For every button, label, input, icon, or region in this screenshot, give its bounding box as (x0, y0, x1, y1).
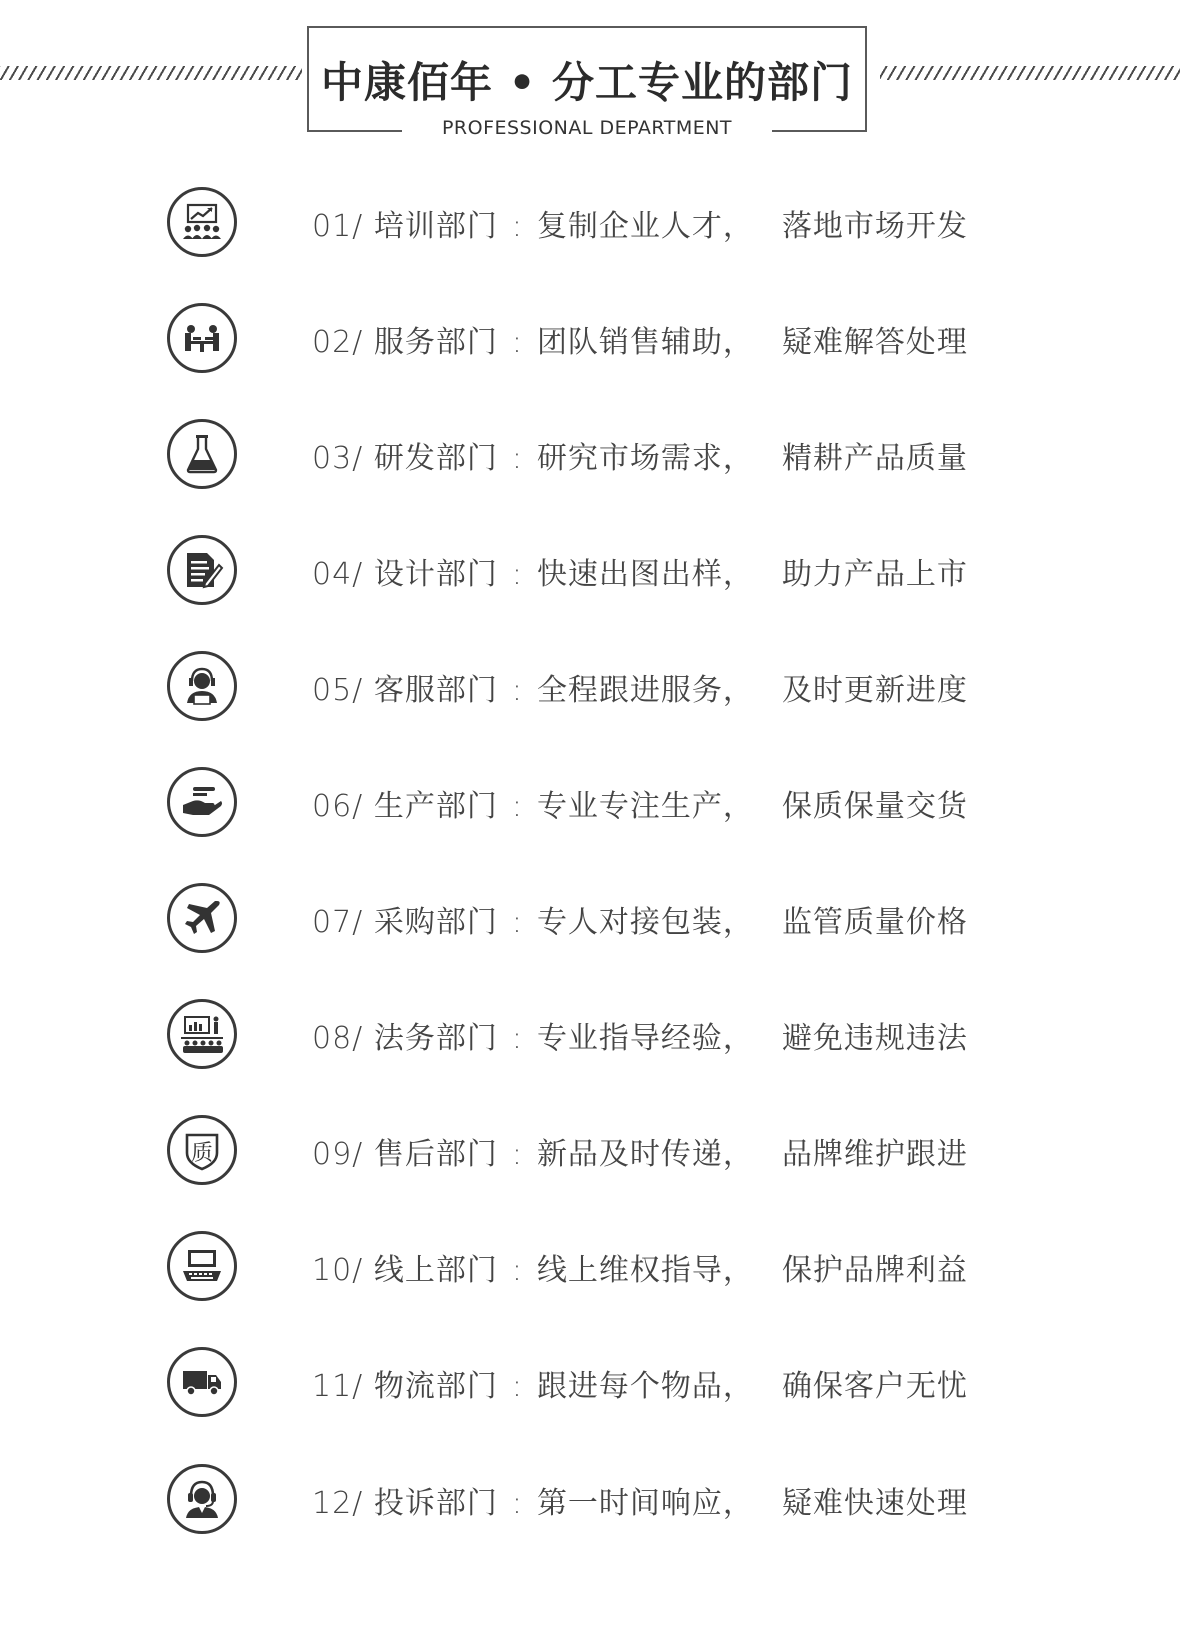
department-text: 11/ 物流部门 : 跟进每个物品， 确保客户无忧 (312, 1369, 968, 1404)
department-row-03 (0, 419, 1195, 509)
decorative-hatch-right (880, 66, 1180, 80)
decorative-hatch-left (0, 66, 302, 80)
department-row-11 (0, 1347, 1195, 1437)
department-row-12 (0, 1464, 1195, 1554)
department-row-02 (0, 303, 1195, 393)
document-pen-icon (167, 535, 237, 605)
airplane-icon (167, 883, 237, 953)
department-row-01 (0, 187, 1195, 277)
department-text: 02/ 服务部门 : 团队销售辅助， 疑难解答处理 (312, 325, 968, 360)
department-text: 07/ 采购部门 : 专人对接包装， 监管质量价格 (312, 905, 968, 940)
department-text: 05/ 客服部门 : 全程跟进服务， 及时更新进度 (312, 673, 968, 708)
department-text: 09/ 售后部门 : 新品及时传递， 品牌维护跟进 (312, 1137, 968, 1172)
page-title: 中康佰年 • 分工专业的部门 (320, 58, 854, 107)
delivery-truck-icon (167, 1347, 237, 1417)
department-row-08 (0, 999, 1195, 1089)
training-presentation-icon (167, 187, 237, 257)
meeting-desk-icon (167, 303, 237, 373)
department-text: 03/ 研发部门 : 研究市场需求， 精耕产品质量 (312, 441, 968, 476)
department-text: 08/ 法务部门 : 专业指导经验， 避免违规违法 (312, 1021, 968, 1056)
department-row-04 (0, 535, 1195, 625)
page-subtitle: PROFESSIONAL DEPARTMENT (441, 117, 733, 139)
department-row-06 (0, 767, 1195, 857)
laptop-icon (167, 1231, 237, 1301)
quality-shield-icon (167, 1115, 237, 1185)
department-row-07 (0, 883, 1195, 973)
department-text: 10/ 线上部门 : 线上维权指导， 保护品牌利益 (312, 1253, 968, 1288)
department-text: 06/ 生产部门 : 专业专注生产， 保质保量交货 (312, 789, 968, 824)
department-text: 12/ 投诉部门 : 第一时间响应， 疑难快速处理 (312, 1486, 968, 1521)
department-text: 01/ 培训部门 : 复制企业人才， 落地市场开发 (312, 209, 968, 244)
headset-agent-icon (167, 1464, 237, 1534)
department-row-05 (0, 651, 1195, 741)
department-text: 04/ 设计部门 : 快速出图出样， 助力产品上市 (312, 557, 968, 592)
department-row-09 (0, 1115, 1195, 1205)
lab-flask-icon (167, 419, 237, 489)
support-agent-icon (167, 651, 237, 721)
svg-text:质: 质 (190, 1141, 214, 1166)
department-row-10 (0, 1231, 1195, 1321)
hand-product-icon (167, 767, 237, 837)
lecture-audience-icon (167, 999, 237, 1069)
